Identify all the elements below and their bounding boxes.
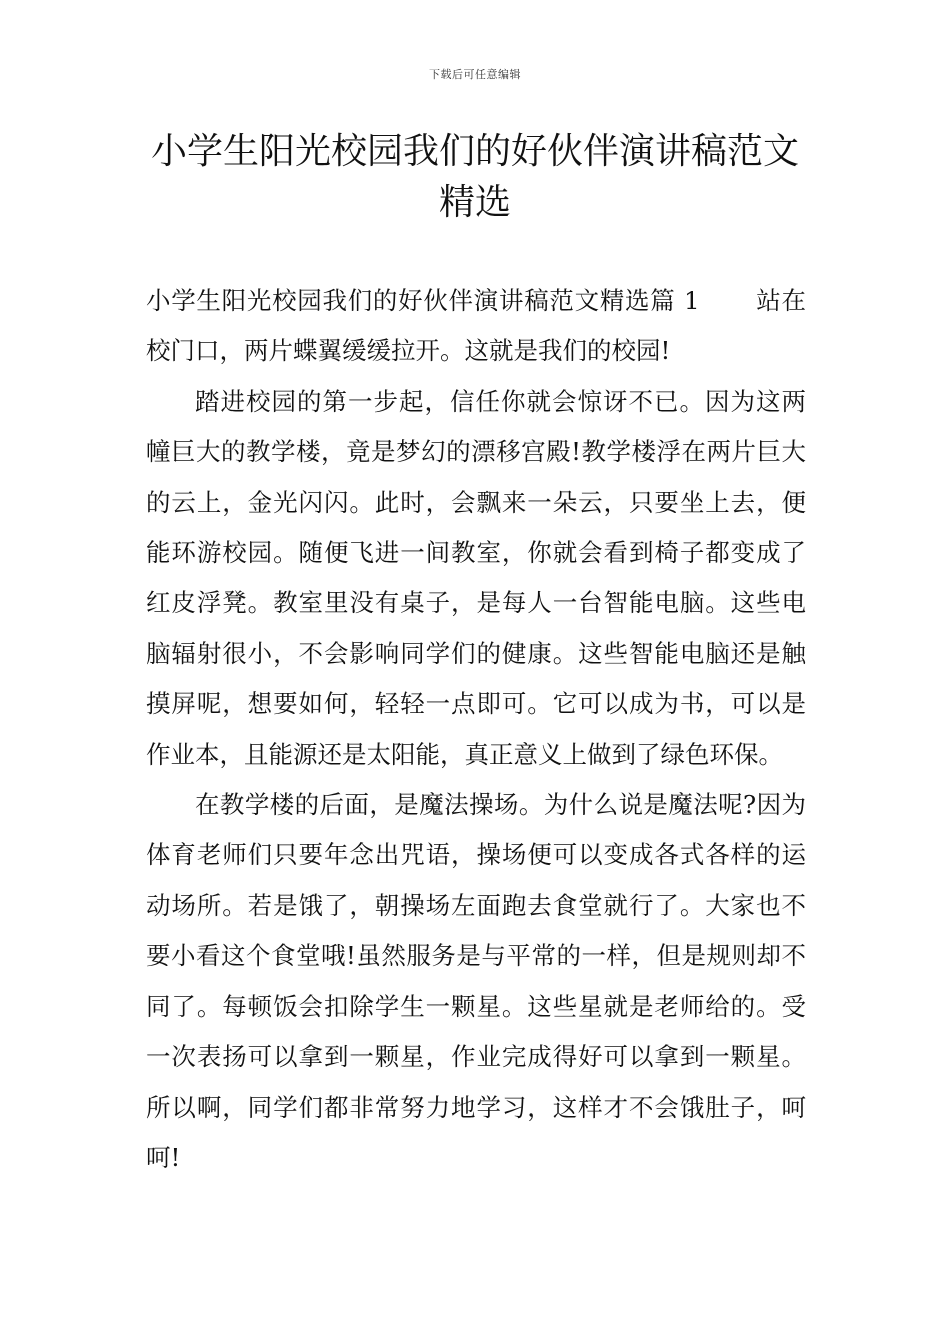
paragraph-3: 在教学楼的后面，是魔法操场。为什么说是魔法呢?因为体育老师们只要年念出咒语，操场便可以变成各式各样的运动场所。若是饿了，朝操场左面跑去食堂就行了。大家也不要小看这个食堂哦!虽然服务是与平常的一样，但是规则却不同了。每顿饭会扣除学生一颗星。这些星就是老师给的。受一次表扬可以拿到一颗星，作业完成得好可以拿到一颗星。所以啊，同学们都非常努力地学习，这样才不会饿肚子，呵呵! [146,790,806,1172]
paragraph-1-text: 站在校门口，两片蝶翼缓缓拉开。这就是我们的校园! [146,286,807,366]
paragraph-2: 踏进校园的第一步起，信任你就会惊讶不已。因为这两幢巨大的教学楼，竟是梦幻的漂移宫殿!教学楼浮在两片巨大的云上，金光闪闪。此时，会飘来一朵云，只要坐上去，便能环游校园。随便飞进一间教室，你就会看到椅子都变成了红皮浮凳。教室里没有桌子，是每人一台智能电脑。这些电脑辐射很小，不会影响同学们的健康。这些智能电脑还是触摸屏呢，想要如何，轻轻一点即可。它可以成为书，可以是作业本，且能源还是太阳能，真正意义上做到了绿色环保。 [146,386,806,769]
document-body [146,276,806,1183]
header-note: 下载后可任意编辑 [429,68,521,81]
section-heading: 小学生阳光校园我们的好伙伴演讲稿范文精选篇 1 [146,286,700,315]
paragraph-1 [146,276,806,377]
document-title: 小学生阳光校园我们的好伙伴演讲稿范文精选 [150,131,799,223]
